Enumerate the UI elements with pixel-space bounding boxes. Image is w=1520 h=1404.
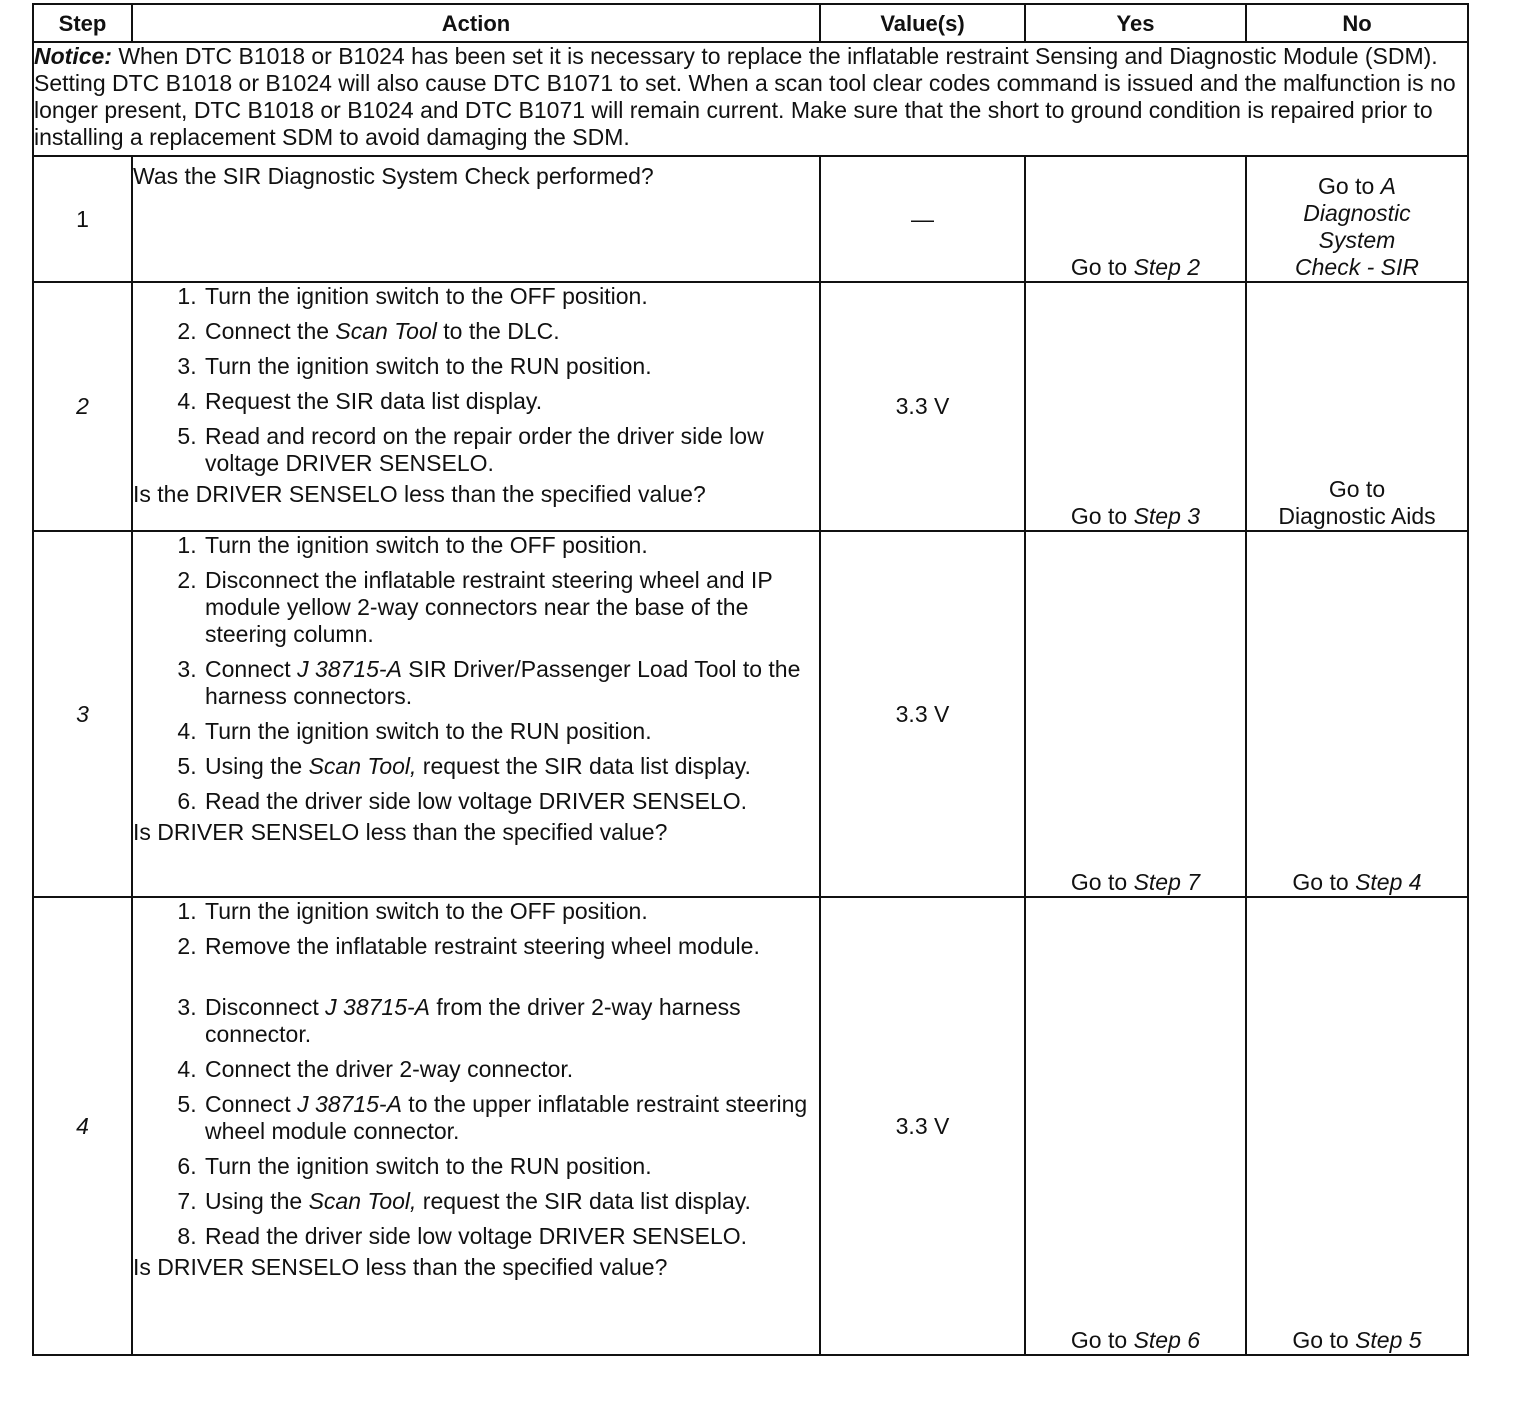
action-item: 5. Read and record on the repair order the driver side low voltage DRIVER SENSELO.	[203, 423, 819, 477]
yes-cell: Go to Step 7	[1025, 531, 1246, 897]
step-number: 4	[33, 897, 132, 1355]
header-no: No	[1246, 4, 1468, 42]
step-question: Is DRIVER SENSELO less than the specified value?	[133, 819, 668, 845]
step-number: 1	[33, 156, 132, 282]
yes-cell: Go to Step 2	[1025, 156, 1246, 282]
step-question: Is DRIVER SENSELO less than the specified value?	[133, 1254, 668, 1280]
no-link-line4[interactable]: Check - SIR	[1295, 254, 1419, 280]
action-item: 1. Turn the ignition switch to the OFF position.	[203, 898, 819, 925]
action-item: 6. Read the driver side low voltage DRIVER SENSELO.	[203, 788, 819, 815]
no-link-line3[interactable]: System	[1318, 227, 1396, 253]
no-cell: Go to Step 5	[1246, 897, 1468, 1355]
action-item: 6. Turn the ignition switch to the RUN position.	[203, 1153, 819, 1180]
step-number: 3	[33, 531, 132, 897]
header-yes: Yes	[1025, 4, 1246, 42]
yes-link[interactable]: Step 6	[1133, 1327, 1201, 1353]
no-cell: Go to Diagnostic Aids	[1246, 282, 1468, 531]
step-value: 3.3 V	[820, 897, 1025, 1355]
no-link-line2[interactable]: Diagnostic	[1303, 200, 1411, 226]
action-item: 3. Connect J 38715-A SIR Driver/Passenger Load Tool to the harness connectors.	[203, 656, 819, 710]
step-value: 3.3 V	[820, 531, 1025, 897]
step-row-4	[33, 897, 1468, 1355]
yes-link[interactable]: Step 2	[1133, 254, 1201, 280]
action-item: 5. Using the Scan Tool, request the SIR data list display.	[203, 753, 819, 780]
step-value: 3.3 V	[820, 282, 1025, 531]
diagnostic-table	[32, 3, 1469, 1356]
notice-row	[33, 42, 1468, 156]
no-link[interactable]: Step 5	[1355, 1327, 1422, 1353]
action-item: 2. Remove the inflatable restraint steering wheel module.	[203, 933, 819, 960]
no-link[interactable]: A	[1380, 173, 1396, 199]
action-item: 4. Connect the driver 2-way connector.	[203, 1056, 819, 1083]
step-question: Is the DRIVER SENSELO less than the specified value?	[133, 481, 706, 507]
action-item: 2. Connect the Scan Tool to the DLC.	[203, 318, 819, 345]
notice-label: Notice:	[34, 43, 112, 69]
step-number: 2	[33, 282, 132, 531]
step-row-2	[33, 282, 1468, 531]
yes-link[interactable]: Step 3	[1133, 503, 1201, 529]
step-row-3	[33, 531, 1468, 897]
no-cell: Go to Step 4	[1246, 531, 1468, 897]
action-item: 5. Connect J 38715-A to the upper inflatable restraint steering wheel module connector.	[203, 1091, 819, 1145]
step-row-1	[33, 156, 1468, 282]
header-row	[33, 4, 1468, 42]
yes-link[interactable]: Step 7	[1133, 869, 1201, 895]
step-value: —	[820, 156, 1025, 282]
notice-cell	[33, 42, 1468, 156]
action-item: 1. Turn the ignition switch to the OFF position.	[203, 283, 819, 310]
notice-text: When DTC B1018 or B1024 has been set it is necessary to replace the inflatable restraint Sensing and Diagnostic Module (SDM). Setting DTC B1018 or B1024 will also cause DTC B1071 to set. When a scan tool clear codes command is issued and the malfunction is no longer present, DTC B1018 or B1024 and DTC B1071 will remain current. Make sure that the short to ground condition is repaired prior to installing a replacement SDM to avoid damaging the SDM.	[34, 43, 1456, 150]
step-question: Was the SIR Diagnostic System Check performed?	[132, 156, 820, 282]
action-item: 1. Turn the ignition switch to the OFF position.	[203, 532, 819, 559]
yes-cell: Go to Step 6	[1025, 897, 1246, 1355]
step-actions	[132, 897, 820, 1355]
action-item: 4. Turn the ignition switch to the RUN position.	[203, 718, 819, 745]
header-action: Action	[132, 4, 820, 42]
action-item: 8. Read the driver side low voltage DRIVER SENSELO.	[203, 1223, 819, 1250]
no-cell: Go to A Diagnostic System Check - SIR	[1246, 156, 1468, 282]
action-item: 3. Turn the ignition switch to the RUN position.	[203, 353, 819, 380]
action-item: 3. Disconnect J 38715-A from the driver 2-way harness connector.	[203, 994, 819, 1048]
action-item: 7. Using the Scan Tool, request the SIR data list display.	[203, 1188, 819, 1215]
action-item: 2. Disconnect the inflatable restraint steering wheel and IP module yellow 2-way connectors near the base of the steering column.	[203, 567, 819, 648]
header-step: Step	[33, 4, 132, 42]
no-link[interactable]: Step 4	[1355, 869, 1422, 895]
no-link[interactable]: Diagnostic Aids	[1278, 503, 1436, 529]
header-values: Value(s)	[820, 4, 1025, 42]
yes-cell: Go to Step 3	[1025, 282, 1246, 531]
step-actions	[132, 282, 820, 531]
action-item: 4. Request the SIR data list display.	[203, 388, 819, 415]
step-actions	[132, 531, 820, 897]
